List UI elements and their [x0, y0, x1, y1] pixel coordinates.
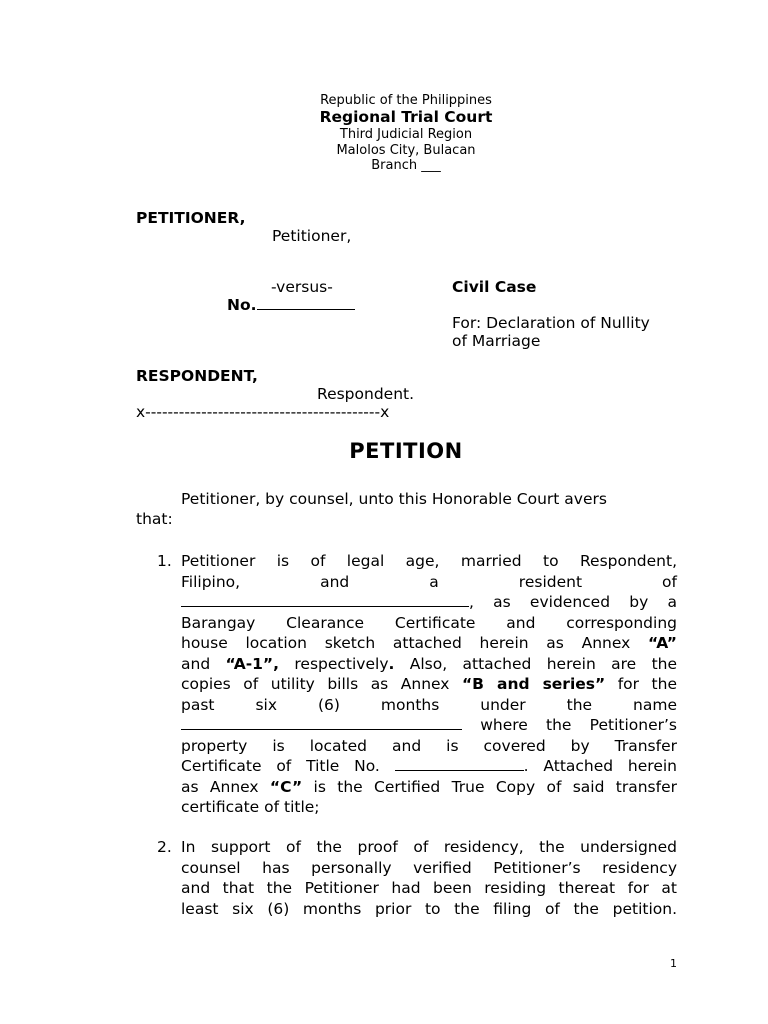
header-branch: Branch ___	[371, 158, 441, 173]
p1-line: property is located and is covered by Transfer	[181, 736, 677, 755]
petitioner-name: PETITIONER,	[136, 209, 246, 227]
owner-name-blank	[181, 715, 462, 730]
annex-b-label: “B and series”	[462, 675, 606, 693]
p2-line: In support of the proof of residency, the undersigned	[181, 838, 677, 856]
p1-line: and “A-1”, respectively. Also, attached herein are the	[181, 654, 678, 673]
header-region: Third Judicial Region	[339, 127, 473, 142]
annex-c-label: “C”	[269, 777, 303, 796]
paragraph-1	[181, 551, 677, 818]
case-nature-line1: For: Declaration of Nullity	[452, 314, 650, 332]
p1-line: Certificate of Title No. . Attached herein	[181, 757, 677, 775]
p1-line: certificate of title;	[181, 798, 320, 816]
p1-line: house location sketch attached herein as Annex “A”	[181, 634, 677, 652]
p1-line: past six (6) months under the name	[181, 695, 677, 714]
tct-number-blank	[395, 756, 524, 771]
case-number	[227, 295, 355, 316]
annex-a-label: “A”	[648, 634, 677, 652]
petitioner-role: Petitioner,	[272, 227, 352, 245]
header-republic: Republic of the Philippines	[320, 93, 492, 108]
p2-line: counsel has personally verified Petitioner’s residency	[181, 858, 677, 877]
p1-line: Filipino, and a resident of	[181, 572, 677, 591]
civil-case-label: Civil Case	[452, 278, 537, 296]
case-number-label: No.	[227, 296, 257, 314]
case-nature-line2: of Marriage	[452, 332, 541, 350]
p2-line: and that the Petitioner had been residing thereat for at	[181, 879, 677, 897]
p1-line: , as evidenced by a	[181, 592, 677, 613]
document-title: PETITION	[349, 439, 463, 463]
case-number-blank	[257, 295, 355, 310]
paragraph-2-number: 2.	[157, 838, 172, 856]
p1-line: copies of utility bills as Annex “B and series” for the	[181, 675, 677, 693]
p2-line: least six (6) months prior to the filing of the petition.	[181, 899, 677, 918]
page-number: 1	[670, 957, 677, 970]
annex-a1-label: “A-1”,	[225, 654, 280, 673]
intro-line1: Petitioner, by counsel, unto this Honorable Court avers	[181, 490, 607, 508]
p1-line: where the Petitioner’s	[181, 715, 677, 736]
caption-separator: x------------------------------------------x	[136, 403, 390, 421]
p1-line: Barangay Clearance Certificate and corresponding	[181, 613, 677, 632]
residence-blank	[181, 592, 469, 607]
p1-line: Petitioner is of legal age, married to Respondent,	[181, 552, 677, 570]
intro-line2: that:	[136, 510, 173, 528]
paragraph-1-number: 1.	[157, 552, 172, 570]
header-court-name: Regional Trial Court	[319, 108, 493, 126]
paragraph-2	[181, 837, 677, 919]
respondent-name: RESPONDENT,	[136, 367, 258, 385]
respondent-role: Respondent.	[317, 385, 415, 403]
header-city: Malolos City, Bulacan	[336, 143, 476, 158]
versus-label: -versus-	[271, 278, 333, 296]
p1-line: as Annex “C” is the Certified True Copy of said transfer	[181, 777, 677, 796]
